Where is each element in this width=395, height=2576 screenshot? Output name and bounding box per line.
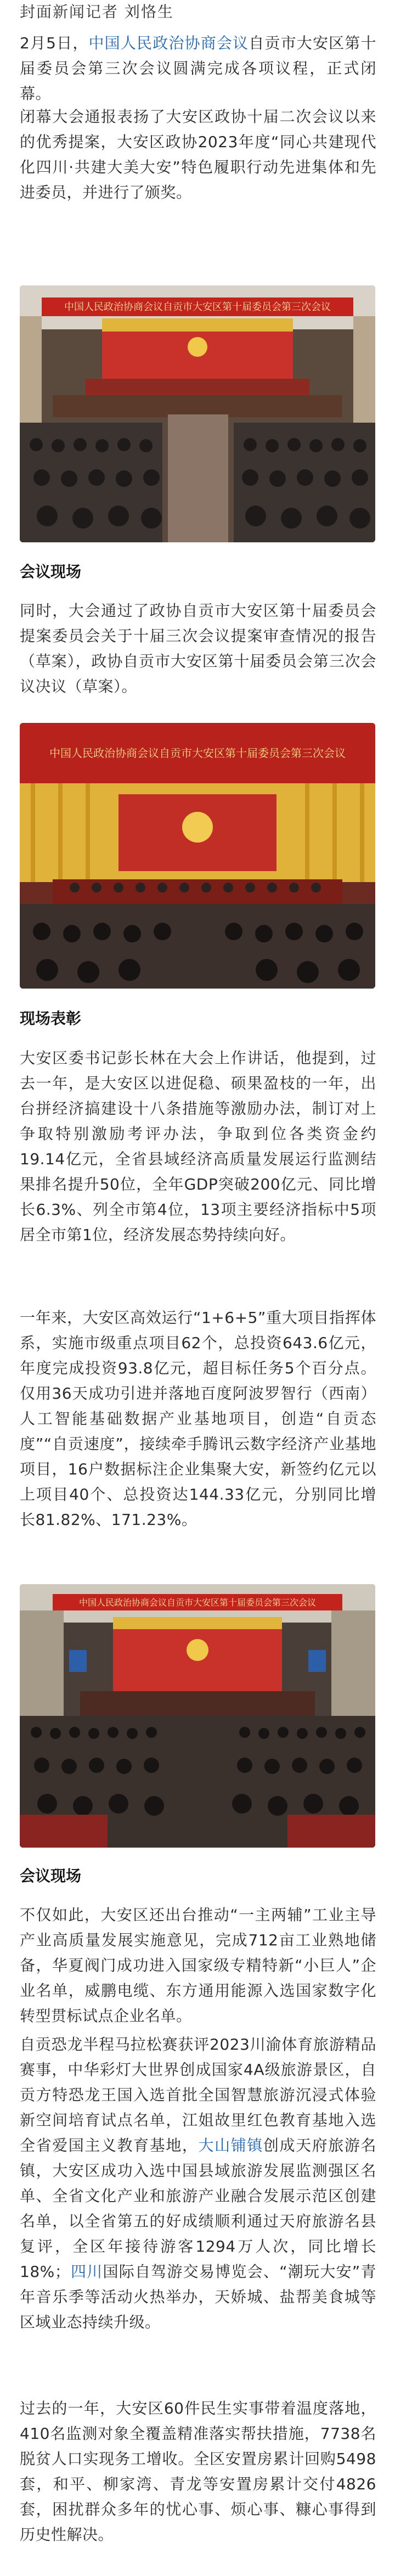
cppcc-link[interactable]: 中国人民政治协商会议 xyxy=(88,34,249,52)
p7-text-1: 自贡恐龙半程马拉松赛获评2023川渝体育旅游精品赛事，中华彩灯大世界创成国家4A级旅游景区，自贡方特恐龙王国入选首批全国智慧旅游沉浸式体验新空间培育试点名单，江姐故里红色教育基地入选全省爱国主义教育基地， xyxy=(20,2035,376,2154)
paragraph-1 xyxy=(20,31,376,106)
meeting-photo-2 xyxy=(20,723,375,989)
heading-on-site-commendation: 现场表彰 xyxy=(20,1009,82,1028)
paragraph-6: 不仅如此，大安区还出台推动“一主两辅”工业主导产业高质量发展实施意见，完成712亩工业熟地储备，华夏阀门成功进入国家级专精特新“小巨人”企业名单，威鹏电缆、东方通用能源入选国家数字化转型贯标试点企业名单。 xyxy=(20,1906,376,2025)
heading-meeting-scene-2: 会议现场 xyxy=(20,1867,82,1885)
meeting-photo-1-image xyxy=(20,285,375,542)
photo1-banner: 中国人民政治协商会议自贡市大安区第十届委员会第三次会议 xyxy=(64,301,331,313)
p7-text-3: 国际自驾游交易博览会、“潮玩大安”青年音乐季等活动火热举办，天娇城、盐帮美食城等区域业态持续升级。 xyxy=(20,2263,376,2331)
meeting-photo-1 xyxy=(20,285,375,542)
meeting-photo-3 xyxy=(20,1584,375,1848)
paragraph-3: 同时，大会通过了政协自贡市大安区第十届委员会提案委员会关于十届三次会议提案审查情况的报告（草案），政协自贡市大安区第十届委员会第三次会议决议（草案）。 xyxy=(20,602,376,695)
paragraph-5: 一年来，大安区高效运行“1+6+5”重大项目指挥体系，实施市级重点项目62个，总投资643.6亿元，年度完成投资93.8亿元，超目标任务5个百分点。仅用36天成功引进并落地百度阿波罗智行（西南）人工智能基础数据产业基地项目，创造“自贡态度”“自贡速度”，接续牵手腾讯云数字经济产业基地项目，16户数据标注企业集聚大安，新签约亿元以上项目40个、总投资达144.33亿元，分别同比增长81.82%、171.23%。 xyxy=(20,1309,376,1529)
sichuan-link[interactable]: 四川 xyxy=(70,2263,103,2281)
photo3-banner: 中国人民政治协商会议自贡市大安区第十届委员会第三次会议 xyxy=(78,1597,317,1608)
heading-meeting-scene-1: 会议现场 xyxy=(20,563,82,581)
paragraph-2: 闭幕大会通报表扬了大安区政协十届二次会议以来的优秀提案，大安区政协2023年度“同心共建现代化四川·共建大美大安”特色履职行动先进集体和先进委员，并进行了颁奖。 xyxy=(20,108,376,201)
paragraph-8: 过去的一年，大安区60件民生实事带着温度落地，410名监测对象全覆盖精准落实帮扶措施，7738名脱贫人口实现务工增收。全区安置房累计回购5498套，和平、柳家湾、青龙等安置房累计交付4826套，困扰群众多年的忧心事、烦心事、糠心事得到历史性解决。 xyxy=(20,2399,376,2544)
photo2-banner: 中国人民政治协商会议自贡市大安区第十届委员会第三次会议 xyxy=(49,747,346,760)
p1-pre: 2月5日， xyxy=(20,34,89,52)
meeting-photo-2-image xyxy=(20,723,375,989)
paragraph-4: 大安区委书记彭长林在大会上作讲话，他提到，过去一年，是大安区以进促稳、硕果盈枝的一年，出台拼经济搞建设十八条措施等激励办法，制订对上争取特别激励考评办法，争取到位各类资金约19.14亿元，全省县域经济高质量发展运行监测结果排名提升50位，全年GDP突破200亿元、同比增长6.3%、列全市第4位，13项主要经济指标中5项居全市第1位，经济发展态势持续向好。 xyxy=(20,1049,376,1244)
meeting-photo-3-image xyxy=(20,1584,375,1848)
p7-text-2: 创成天府旅游名镇，大安区成功入选中国县域旅游发展监测强区名单、全省文化产业和旅游产业融合发展示范区创建名单，以全省第五的好成绩顺利通过天府旅游名县复评，全区年接待游客1294万人次，同比增长18%； xyxy=(20,2136,376,2281)
byline: 封面新闻记者 刘恪生 xyxy=(20,3,174,21)
dashanpu-link[interactable]: 大山铺镇 xyxy=(198,2136,263,2154)
p1-post: 自贡市大安区第十届委员会第三次会议圆满完成各项议程，正式闭幕。 xyxy=(20,34,376,103)
paragraph-7 xyxy=(20,2032,376,2335)
